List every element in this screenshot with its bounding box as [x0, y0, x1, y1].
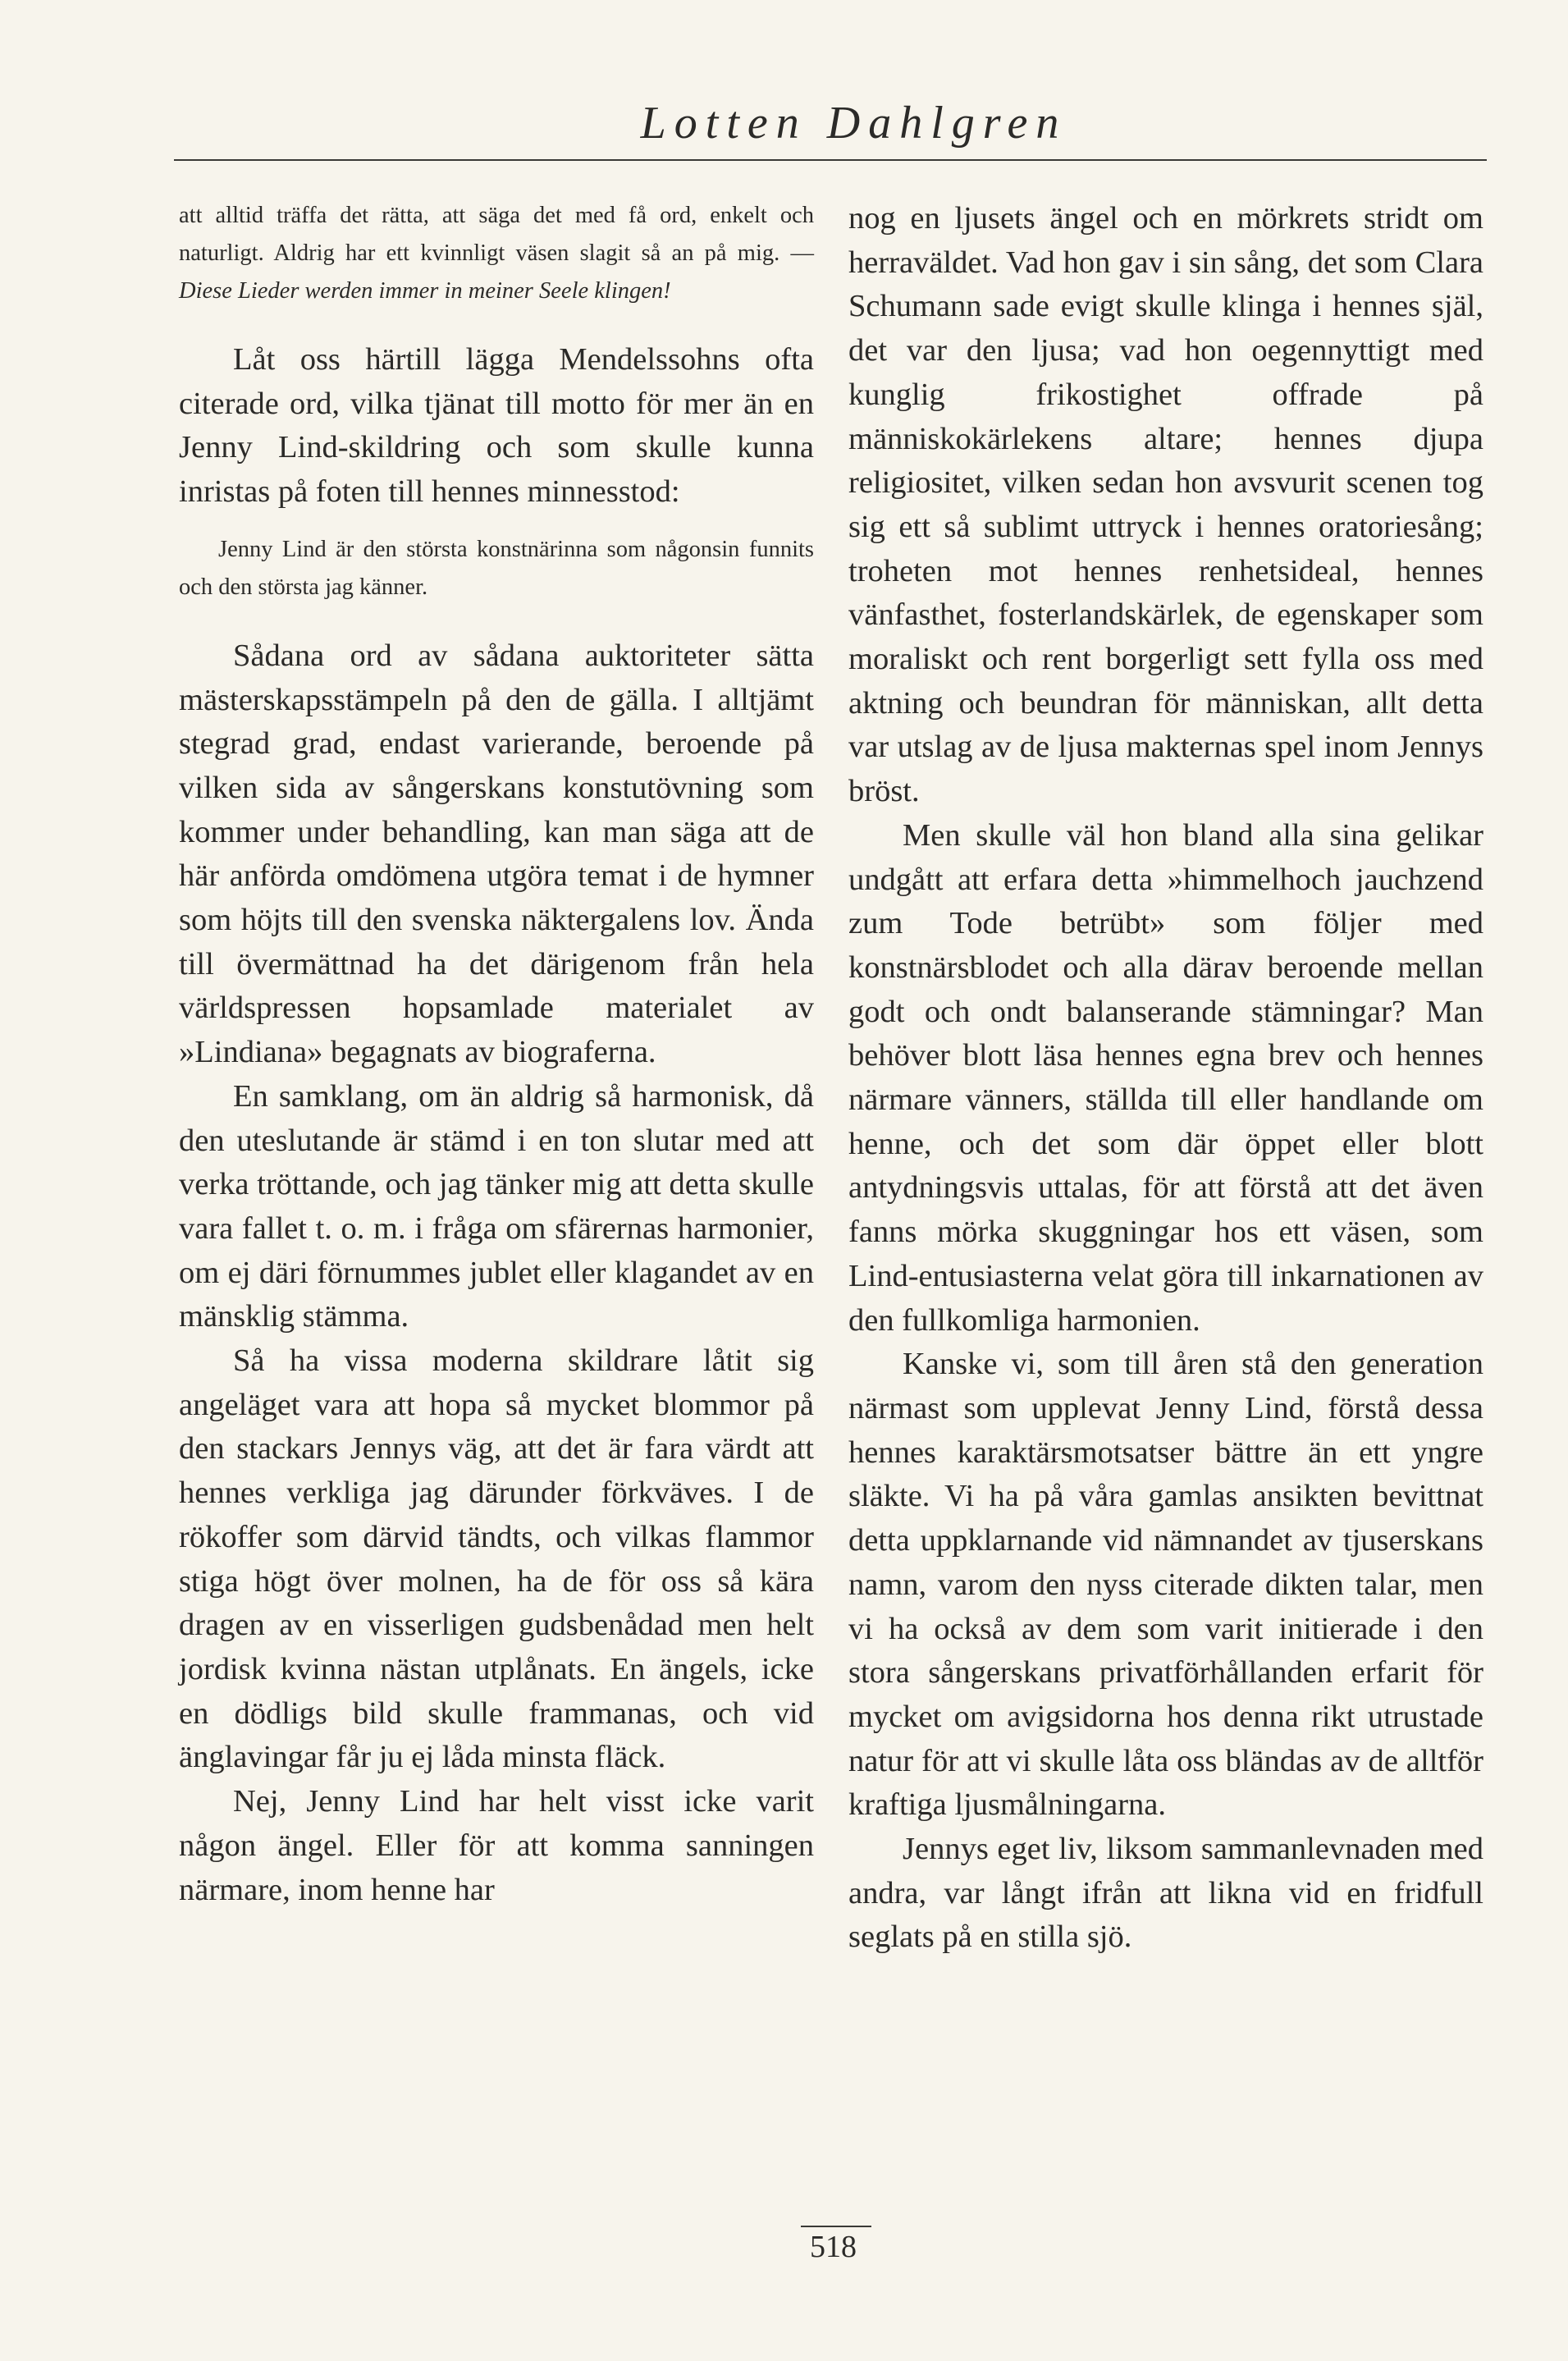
paragraph: En samklang, om än aldrig så harmonisk, då den uteslutande är stämd i en ton slutar med att verka tröttande, och jag tänker mig att detta skulle vara fallet t. o. m. i fråga om sfärernas harmonier, om ej däri förnummes jublet eller klagandet av en mänsklig stämma. [179, 1078, 814, 1334]
paragraph: nog en ljusets ängel och en mörkrets stridt om herraväldet. Vad hon gav i sin sång, det som Clara Schumann sade evigt skulle klinga i hennes själ, det var den ljusa; vad hon oegennyttigt med kunglig frikostighet offrade på människokärlekens altare; hennes djupa religiositet, vilken sedan hon avsvurit scenen tog sig ett så sublimt uttryck i hennes oratoriesång; troheten mot hennes renhetsideal, hennes vänfasthet, fosterlandskärlek, de egenskaper som moraliskt och rent borgerligt sett fylla oss med aktning och beundran för människan, allt detta var utslag av de ljusa makternas spel inom Jennys bröst. [848, 201, 1483, 809]
paragraph-intro [179, 197, 814, 310]
paragraph: Jennys eget liv, liksom sammanlevnaden med andra, var långt ifrån att likna vid en fridfull seglats på en stilla sjö. [848, 1832, 1483, 1955]
paragraph: Låt oss härtill lägga Mendelssohns ofta citerade ord, vilka tjänat till motto för mer än en Jenny Lind-skildring och som skulle kunna inristas på foten till hennes minnesstod: [179, 342, 814, 510]
paragraph: Men skulle väl hon bland alla sina gelikar undgått att erfara detta »himmelhoch jauchzend zum Tode betrübt» som följer med konstnärsblodet och alla därav beroende mellan godt och ondt balanserande stämningar? Man behöver blott läsa hennes egna brev och hennes närmare vänners, ställda till eller handlande om henne, och det som där öppet eller blott antydningsvis uttalas, för att förstå att det även fanns mörka skuggningar hos ett väsen, som Lind-entusiasterna velat göra till inkarnationen av den fullkomliga harmonien. [848, 817, 1483, 1338]
block-quote: Jenny Lind är den största konstnärinna som någonsin funnits och den största jag känner. [179, 536, 814, 600]
paragraph: Sådana ord av sådana auktoriteter sätta mästerskapsstämpeln på den de gälla. I alltjämt stegrad grad, endast varierande, beroende på vilken sida av sångerskans konstutövning som kommer under behandling, kan man säga att de här anförda omdömena utgöra temat i de hymner som höjts till den svenska näktergalens lov. Ända till övermättnad ha det därigenom från hela världspressen hopsamlade materialet av »Lindiana» begagnats av biograferna. [179, 638, 814, 1070]
paragraph: Så ha vissa moderna skildrare låtit sig angeläget vara att hopa så mycket blommor på den stackars Jennys väg, att det är fara värdt att hennes verkliga jag därunder förkväves. I de rökoffer som därvid tändts, och vilkas flammor stiga högt över molnen, ha de för oss så kära dragen av en visserligen gudsbenådad men helt jordisk kvinna nästan utplånats. En ängels, icke en dödligs bild skulle frammanas, och vid änglavingar får ju ej låda minsta fläck. [179, 1343, 814, 1775]
page-number: 518 [810, 2230, 857, 2264]
running-title: Lotten Dahlgren [640, 98, 1067, 149]
german-quote: Diese Lieder werden immer in meiner Seele klingen! [179, 278, 671, 304]
paragraph: Kanske vi, som till åren stå den generation närmast som upplevat Jenny Lind, förstå dessa hennes karaktärsmotsatser bättre än ett yngre släkte. Vi ha på våra gamlas ansikten bevittnat detta uppklarnande vid nämnandet av tjuserskans namn, varom den nyss citerade dikten talar, men vi ha också av dem som varit initierade i den stora sångerskans privatförhållanden erfarit för mycket om avigsidorna hos denna rikt utrustade natur för att vi skulle låta oss bländas av de alltför kraftiga ljusmålningarna. [848, 1347, 1483, 1823]
page-number-rule [801, 2226, 871, 2227]
left-column [179, 197, 814, 1912]
header-rule [174, 159, 1487, 161]
paragraph: Nej, Jenny Lind har helt visst icke varit någon ängel. Eller för att komma sanningen närmare, inom henne har [179, 1784, 814, 1907]
right-column [848, 197, 1483, 1960]
intro-text: att alltid träffa det rätta, att säga det med få ord, enkelt och naturligt. Aldrig har ett kvinnligt väsen slagit så an på mig. — [179, 203, 814, 266]
